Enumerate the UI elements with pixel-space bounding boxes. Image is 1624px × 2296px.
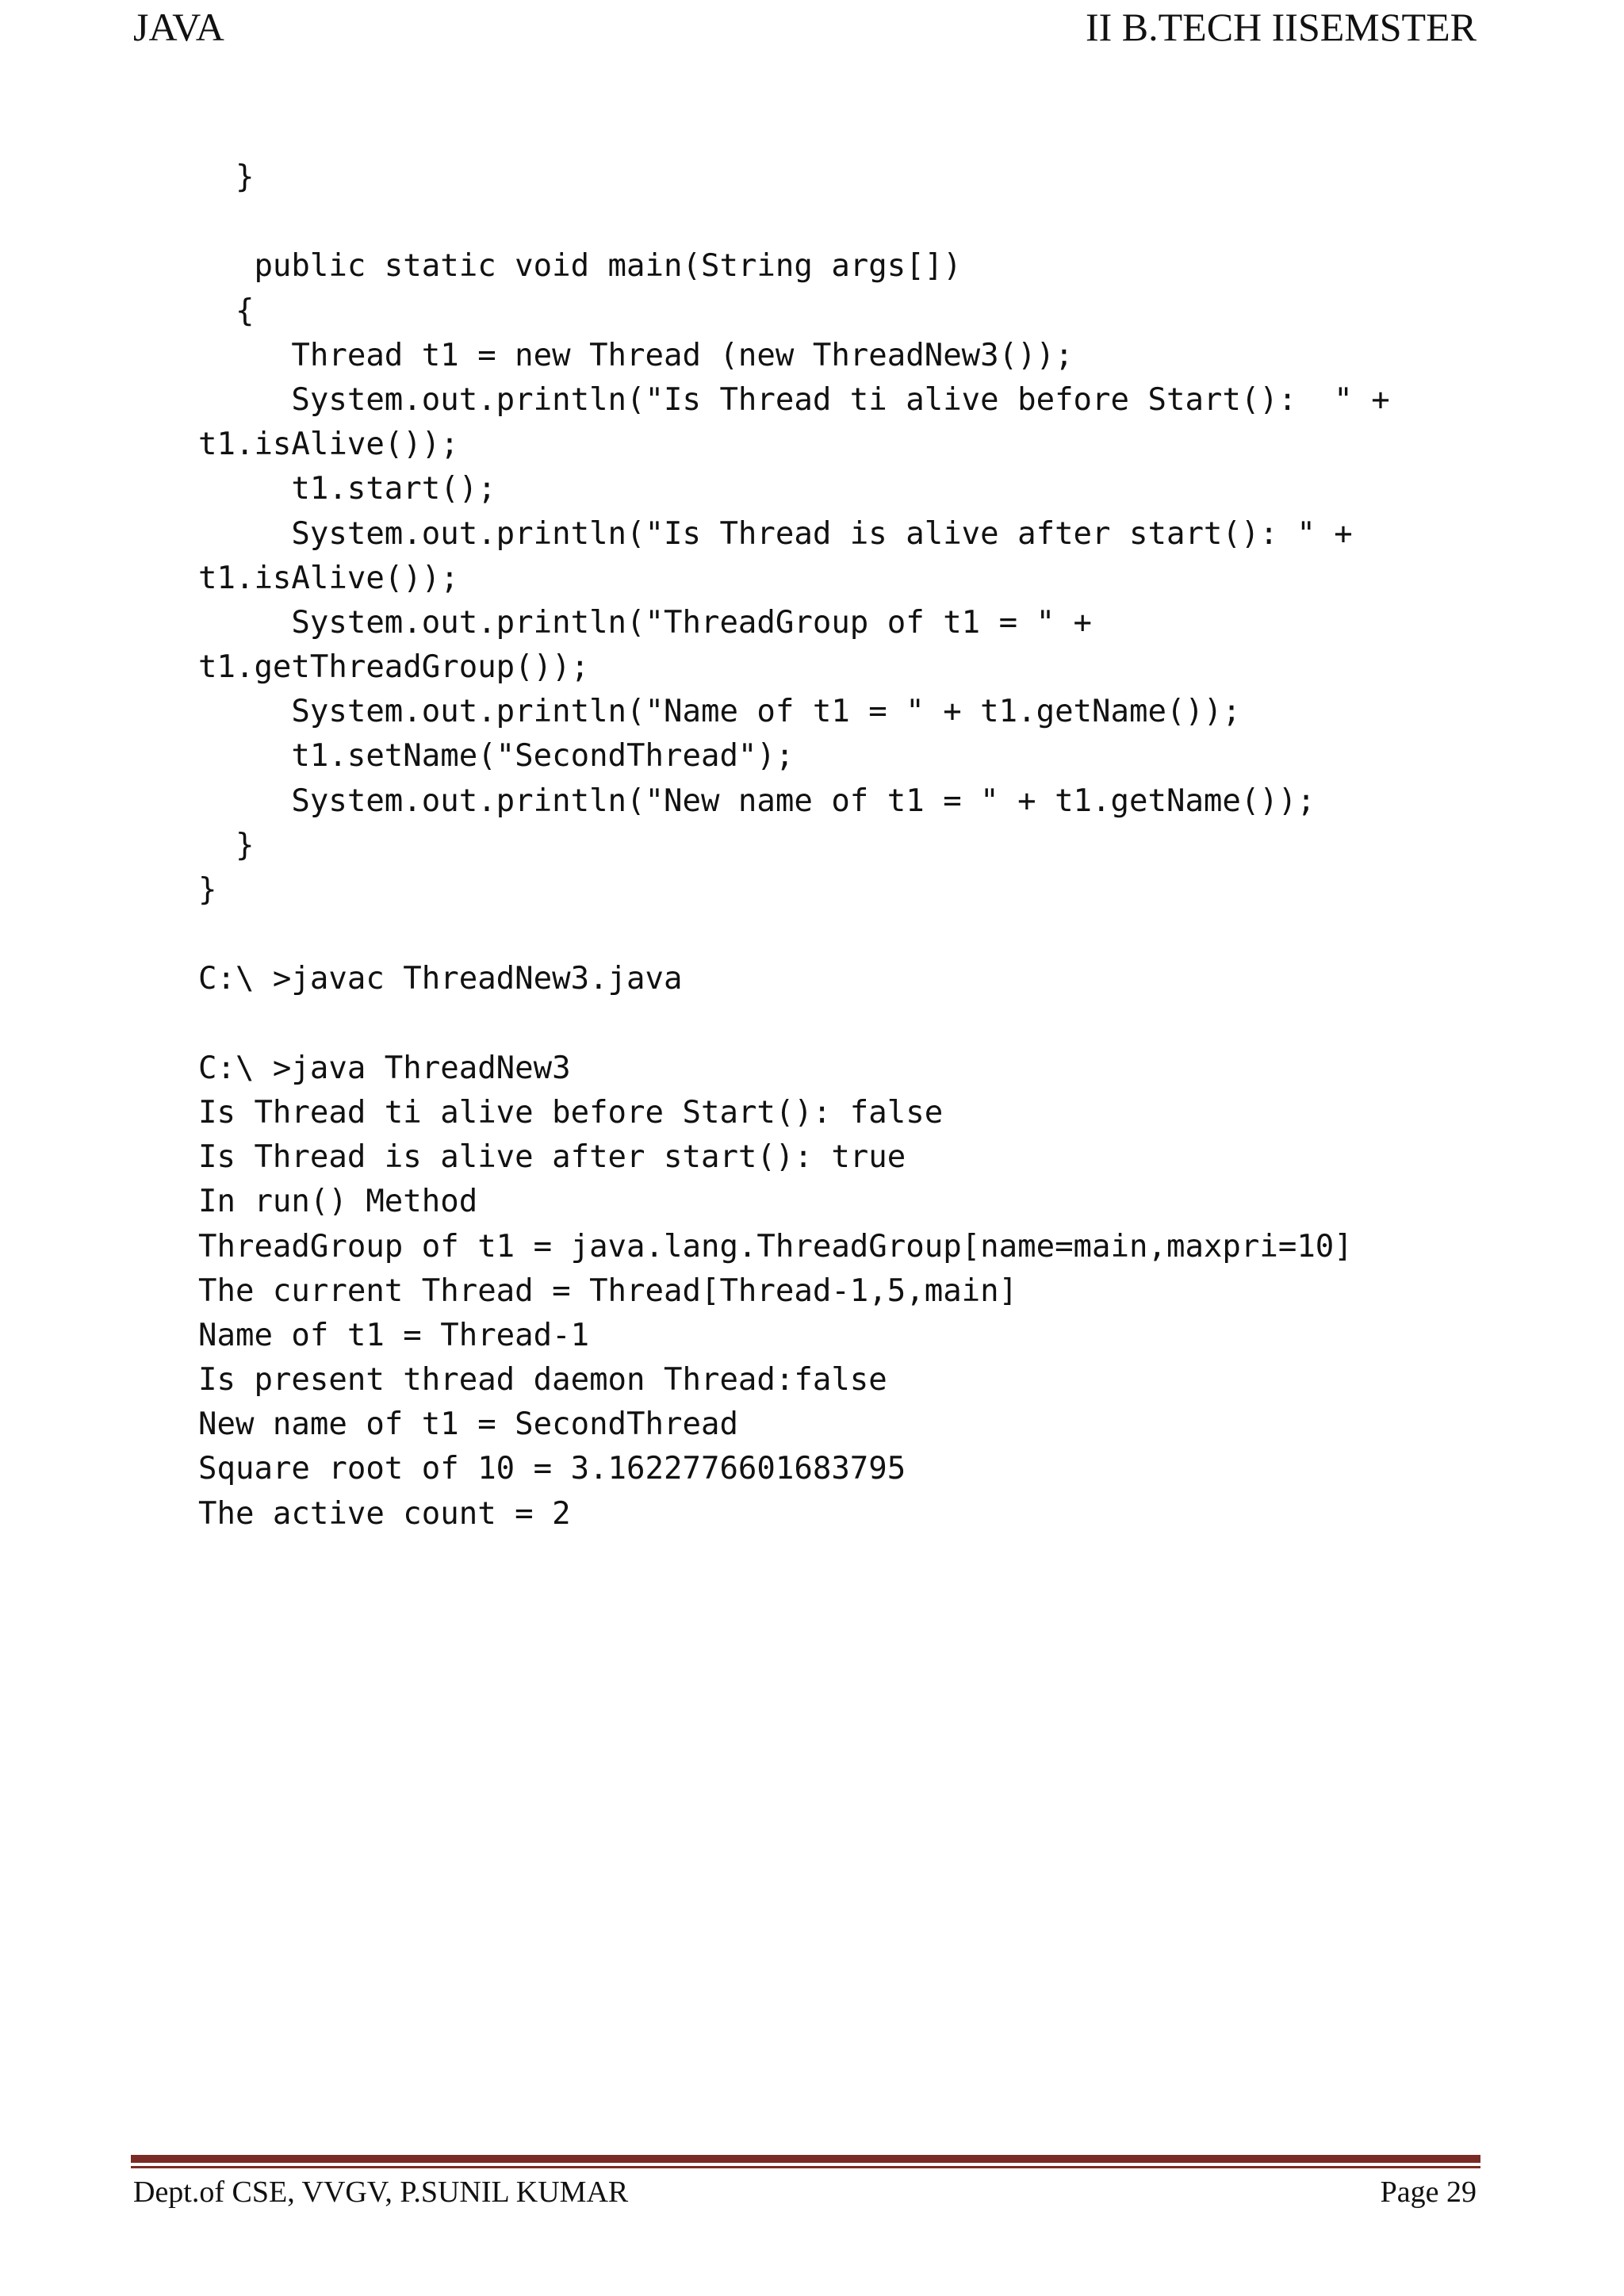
code-line: t1.isAlive()); xyxy=(198,427,459,463)
code-line: } xyxy=(198,159,255,195)
header-semester: II B.TECH IISEMSTER xyxy=(1085,5,1477,49)
code-line: t1.start(); xyxy=(198,471,496,507)
code-line: t1.getThreadGroup()); xyxy=(198,649,590,686)
code-line xyxy=(198,1002,1390,1047)
footer-page-number: Page 29 xyxy=(1380,2175,1477,2209)
code-line: System.out.println("ThreadGroup of t1 = " + xyxy=(198,604,1093,641)
code-line: System.out.println("Name of t1 = " + t1.getName()); xyxy=(198,694,1241,730)
code-line: System.out.println("Is Thread is alive after start(): " + xyxy=(198,515,1353,552)
console-command-line: C:\ >java ThreadNew3 xyxy=(198,1050,571,1086)
code-line: } xyxy=(198,827,255,863)
code-listing xyxy=(198,155,1390,1536)
console-output-line: New name of t1 = SecondThread xyxy=(198,1406,738,1443)
code-line: t1.isAlive()); xyxy=(198,560,459,596)
console-output-line: Is present thread daemon Thread:false xyxy=(198,1362,887,1399)
console-output-line: In run() Method xyxy=(198,1184,478,1220)
code-line: System.out.println("Is Thread ti alive before Start(): " + xyxy=(198,381,1390,418)
code-line: Thread t1 = new Thread (new ThreadNew3()); xyxy=(198,337,1074,373)
console-output-line: Square root of 10 = 3.1622776601683795 xyxy=(198,1451,906,1487)
code-line: t1.setName("SecondThread"); xyxy=(198,738,795,775)
code-line: System.out.println("New name of t1 = " + t1.getName()); xyxy=(198,783,1316,819)
console-output-line: Name of t1 = Thread-1 xyxy=(198,1317,590,1353)
console-command-line: C:\ >javac ThreadNew3.java xyxy=(198,961,683,997)
footer-divider-thick xyxy=(131,2155,1480,2163)
code-line: { xyxy=(198,293,255,329)
header-subject: JAVA xyxy=(133,5,224,49)
code-line xyxy=(198,200,1390,244)
console-output-line: The current Thread = Thread[Thread-1,5,main] xyxy=(198,1272,1018,1309)
footer-divider-thin xyxy=(131,2166,1480,2168)
console-output-line: The active count = 2 xyxy=(198,1495,571,1532)
footer-department: Dept.of CSE, VVGV, P.SUNIL KUMAR xyxy=(133,2175,629,2209)
code-line: public static void main(String args[]) xyxy=(198,248,962,285)
code-line: } xyxy=(198,872,217,908)
code-line xyxy=(198,913,1390,957)
console-output-line: ThreadGroup of t1 = java.lang.ThreadGroup[name=main,maxpri=10] xyxy=(198,1228,1353,1265)
console-output-line: Is Thread ti alive before Start(): false xyxy=(198,1094,944,1131)
console-output-line: Is Thread is alive after start(): true xyxy=(198,1139,906,1176)
